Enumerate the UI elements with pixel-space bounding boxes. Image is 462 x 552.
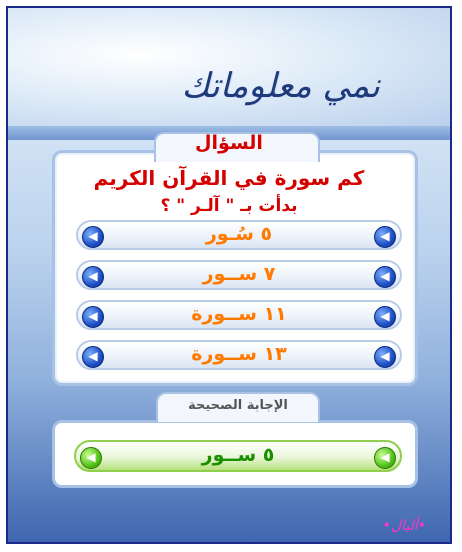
arrow-left-icon[interactable]: ◀	[374, 306, 396, 328]
option-label: ١٣ ســورة	[191, 343, 287, 365]
correct-answer	[74, 440, 402, 472]
app-logo: نمي معلوماتك	[181, 66, 380, 106]
option-label: ٧ ســور	[202, 263, 276, 285]
option-1[interactable]	[76, 220, 402, 250]
question-text-line2: بدأت بـ " آلـر " ؟	[160, 196, 298, 216]
correct-answer-label: ٥ ســور	[201, 444, 275, 466]
arrow-left-icon[interactable]: ◀	[374, 266, 396, 288]
option-2[interactable]	[76, 260, 402, 290]
question-title: السؤال	[195, 132, 263, 154]
option-label: ١١ ســورة	[191, 303, 287, 325]
option-label: ٥ سُـور	[205, 223, 273, 245]
arrow-left-icon: ◀	[80, 447, 102, 469]
signature: •أليال•	[382, 518, 426, 534]
answer-section-label: الإجابة الصحيحة	[188, 398, 288, 413]
arrow-left-icon[interactable]: ◀	[82, 306, 104, 328]
arrow-left-icon[interactable]: ◀	[374, 226, 396, 248]
arrow-left-icon[interactable]: ◀	[374, 346, 396, 368]
arrow-left-icon[interactable]: ◀	[82, 226, 104, 248]
arrow-left-icon[interactable]: ◀	[82, 266, 104, 288]
option-3[interactable]	[76, 300, 402, 330]
arrow-left-icon: ◀	[374, 447, 396, 469]
arrow-left-icon[interactable]: ◀	[82, 346, 104, 368]
quiz-frame	[6, 6, 452, 544]
option-4[interactable]	[76, 340, 402, 370]
question-text-line1: كم سورة في القرآن الكريم	[93, 166, 365, 190]
